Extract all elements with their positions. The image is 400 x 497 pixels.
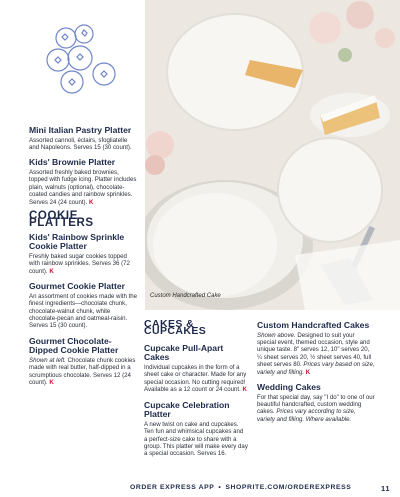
pastry-logo-icon: [44, 24, 124, 106]
menu-item: [144, 344, 248, 394]
menu-item: [29, 282, 139, 330]
footer-app-label: ORDER EXPRESS APP: [130, 484, 215, 491]
item-title: Cupcake Pull-Apart Cakes: [144, 342, 224, 363]
item-desc-text: Designed to suit your special event, themed occasion, style and unique taste. 8" serves 12, 10" serves 20, ¼ sheet serves 20, ½ sheet serves 40, full sheet serves 80.: [257, 331, 372, 369]
section-heading: COOKIE PLATTERS: [29, 210, 94, 230]
middle-column: [144, 318, 248, 465]
item-desc-tail: Prices vary based on size, variety and filling.: [257, 361, 375, 376]
right-column: [257, 321, 375, 430]
footer-text: [130, 484, 351, 491]
footer-separator: •: [218, 484, 222, 491]
item-desc: [29, 357, 139, 387]
item-desc-text: Assorted freshly baked brownies, topped with fudge icing. Platter includes plain, walnuts (optional), chocolate-coated candies and rainbow sprinkles. Serves 24 (24 count).: [29, 169, 137, 206]
item-desc: [29, 293, 139, 330]
item-desc-tail: Prices vary according to size, variety and filling. Where available.: [257, 408, 356, 423]
item-desc: [144, 421, 248, 458]
item-desc-text: Chocolate chunk cookies made with real butter, half-dipped in a scrumptious chocolate. Serves 12 (24 count).: [29, 357, 136, 387]
menu-item: [29, 337, 139, 387]
kosher-badge: K: [305, 368, 311, 376]
menu-item: [257, 383, 375, 423]
photo-caption: Custom Handcrafted Cake: [150, 293, 221, 299]
menu-item: [29, 233, 139, 275]
cakes-illustration: [145, 0, 400, 310]
item-title: Gourmet Cookie Platter: [29, 281, 125, 292]
item-title: Mini Italian Pastry Platter: [29, 125, 132, 135]
item-desc: [29, 137, 139, 152]
item-title: Gourmet Chocolate-Dipped Cookie Platter: [29, 335, 119, 356]
menu-item: [257, 321, 375, 376]
item-desc: [257, 394, 375, 424]
item-desc: [29, 253, 139, 275]
item-desc: [29, 169, 139, 206]
item-desc-lead: Shown above.: [257, 331, 296, 339]
item-title: Custom Handcrafted Cakes: [257, 320, 370, 330]
item-desc: [257, 332, 375, 376]
kosher-badge: K: [49, 379, 54, 387]
item-title: Kids' Brownie Platter: [29, 157, 116, 168]
kosher-badge: K: [88, 198, 94, 206]
item-desc: [144, 364, 248, 394]
kosher-badge: K: [242, 386, 247, 394]
item-desc-text: For that special day, say "I do" to one of our beautiful handcrafted, custom wedding cakes.: [257, 393, 375, 416]
menu-item: [29, 126, 139, 151]
page-number: 11: [381, 484, 391, 493]
item-desc-text: Assorted cannoli, éclairs, sfogliatelle and Napoleons. Serves 15 (30 count).: [29, 136, 132, 151]
item-desc-text: Freshly baked sugar cookies topped with rainbow sprinkles. Serves 36 (72 count).: [29, 253, 130, 275]
section-heading: CAKES & CUPCAKES: [144, 318, 207, 338]
item-desc-text: A new twist on cake and cupcakes. Ten fun and whimsical cupcakes and a perfect-size cake to share with a group. This platter will make every day a special occasion. Serves 16.: [144, 420, 248, 458]
kosher-badge: K: [49, 267, 54, 275]
left-column: [29, 126, 139, 394]
menu-item: [29, 158, 139, 206]
footer-url-link[interactable]: SHOPRITE.COM/ORDEREXPRESS: [225, 484, 352, 491]
item-desc-text: An assortment of cookies made with the finest ingredients—chocolate chunk, chocolate-walnut chunk, white chocolate-pecan and oatmeal-raisin. Serves 15 (30 count).: [29, 292, 138, 330]
item-title: Kids' Rainbow Sprinkle Cookie Platter: [29, 231, 125, 252]
menu-item: [144, 401, 248, 458]
item-title: Cupcake Celebration Platter: [144, 399, 230, 420]
item-desc-lead: Shown at left.: [29, 357, 66, 365]
item-desc-text: Individual cupcakes in the form of a sheet cake or character. Made for any special occasion. No cutting required! Available as a 12 count or 24 count.: [144, 364, 247, 394]
cakes-photo: [145, 0, 400, 310]
item-title: Wedding Cakes: [257, 382, 321, 393]
